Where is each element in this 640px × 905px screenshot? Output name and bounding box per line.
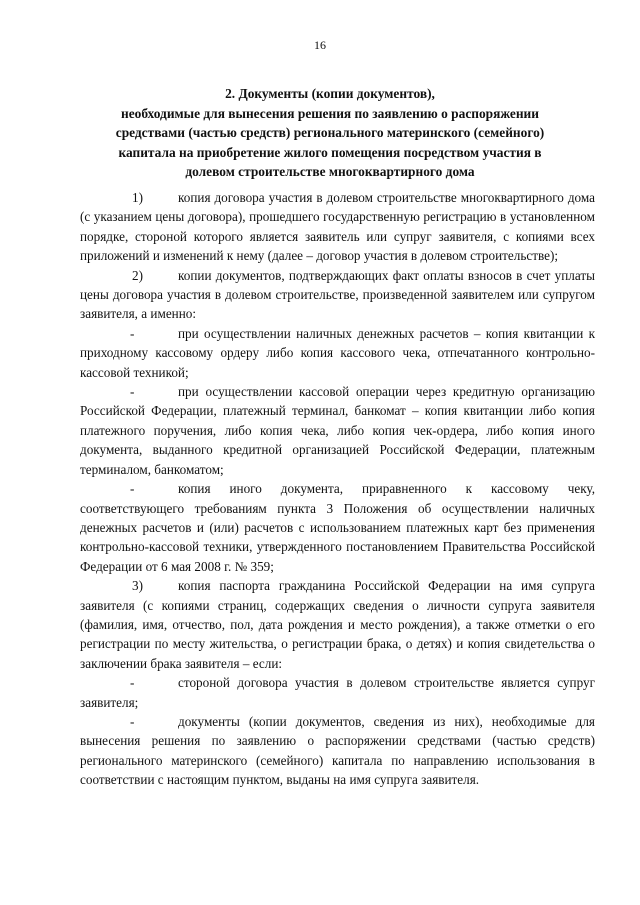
- list-marker: 2): [132, 267, 143, 283]
- heading-line: капитала на приобретение жилого помещения посредством участия в: [118, 144, 542, 160]
- list-item: [80, 712, 595, 790]
- heading-line: 2. Документы (копии документов),: [225, 86, 435, 101]
- list-item-text: документы (копии документов, сведения из них), необходимые для вынесения решения по заявлению о распоряжении средствами (частью средств) регионального материнского (семейного) капитала по направлению использования в соответствии с настоящим пунктом, выданы на имя супруга заявителя.: [80, 713, 595, 788]
- list-marker: -: [130, 713, 135, 729]
- list-item-text: копия паспорта гражданина Российской Федерации на имя супруга заявителя (с копиями страниц, содержащих сведения о личности супруга заявителя (фамилия, имя, отчество, пол, дата рождения и место рождения), а также отметки о его регистрации по месту жительства, о регистрации брака, о детях) и копия свидетельства о заключении брака заявителя – если:: [80, 578, 595, 671]
- list-item: [80, 266, 595, 324]
- list-item: [80, 382, 595, 479]
- list-marker: 1): [132, 190, 143, 205]
- list-item-text: стороной договора участия в долевом строительстве является супруг заявителя;: [80, 675, 595, 710]
- list-marker: 3): [132, 578, 143, 594]
- heading-line: средствами (частью средств) регионального материнского (семейного): [115, 125, 545, 140]
- list-item: [80, 324, 595, 382]
- list-marker: -: [130, 384, 135, 400]
- list-item: [80, 576, 595, 673]
- list-item-text: при осуществлении кассовой операции через кредитную организацию Российской Федерации, платежный терминал, банкомат – копия квитанции либо копия платежного поручения, либо копия чека, либо копия чек-ордера, либо копия иного документа, выданного кредитной организацией Российской Федерации, платежным терминалом, банкоматом;: [80, 384, 595, 477]
- section-heading: [80, 84, 580, 182]
- list-marker: -: [130, 675, 135, 691]
- list-item-text: копия договора участия в долевом строительстве многоквартирного дома (с указанием цены договора), прошедшего государственную регистрацию в установленном порядке, стороной которого является заявитель или супруг заявителя, с копиями всех приложений и изменений к нему (далее – договор участия в долевом строительстве);: [80, 190, 595, 264]
- list-item: [80, 479, 595, 576]
- list-item: [80, 188, 595, 266]
- page-number: 16: [314, 38, 326, 52]
- heading-line: необходимые для вынесения решения по заявлению о распоряжении: [121, 105, 539, 121]
- list-item-text: копия иного документа, приравненного к кассовому чеку, соответствующего требованиям пункта 3 Положения об осуществлении наличных денежных расчетов и (или) расчетов с использованием платежных карт без применения контрольно-кассовой техники, утвержденного постановлением Правительства Российской Федерации от 6 мая 2008 г. № 359;: [80, 481, 595, 574]
- list-marker: -: [130, 325, 135, 341]
- heading-line: долевом строительстве многоквартирного дома: [185, 164, 475, 179]
- list-item-text: при осуществлении наличных денежных расчетов – копия квитанции к приходному кассовому ордеру либо копия кассового чека, отпечатанного контрольно-кассовой техникой;: [80, 325, 595, 380]
- list-item-text: копии документов, подтверждающих факт оплаты взносов в счет уплаты цены договора участия в долевом строительстве, произведенной заявителем или супругом заявителя, а именно:: [80, 267, 595, 322]
- list-item: [80, 673, 595, 712]
- document-body: [80, 188, 595, 790]
- list-marker: -: [130, 481, 135, 497]
